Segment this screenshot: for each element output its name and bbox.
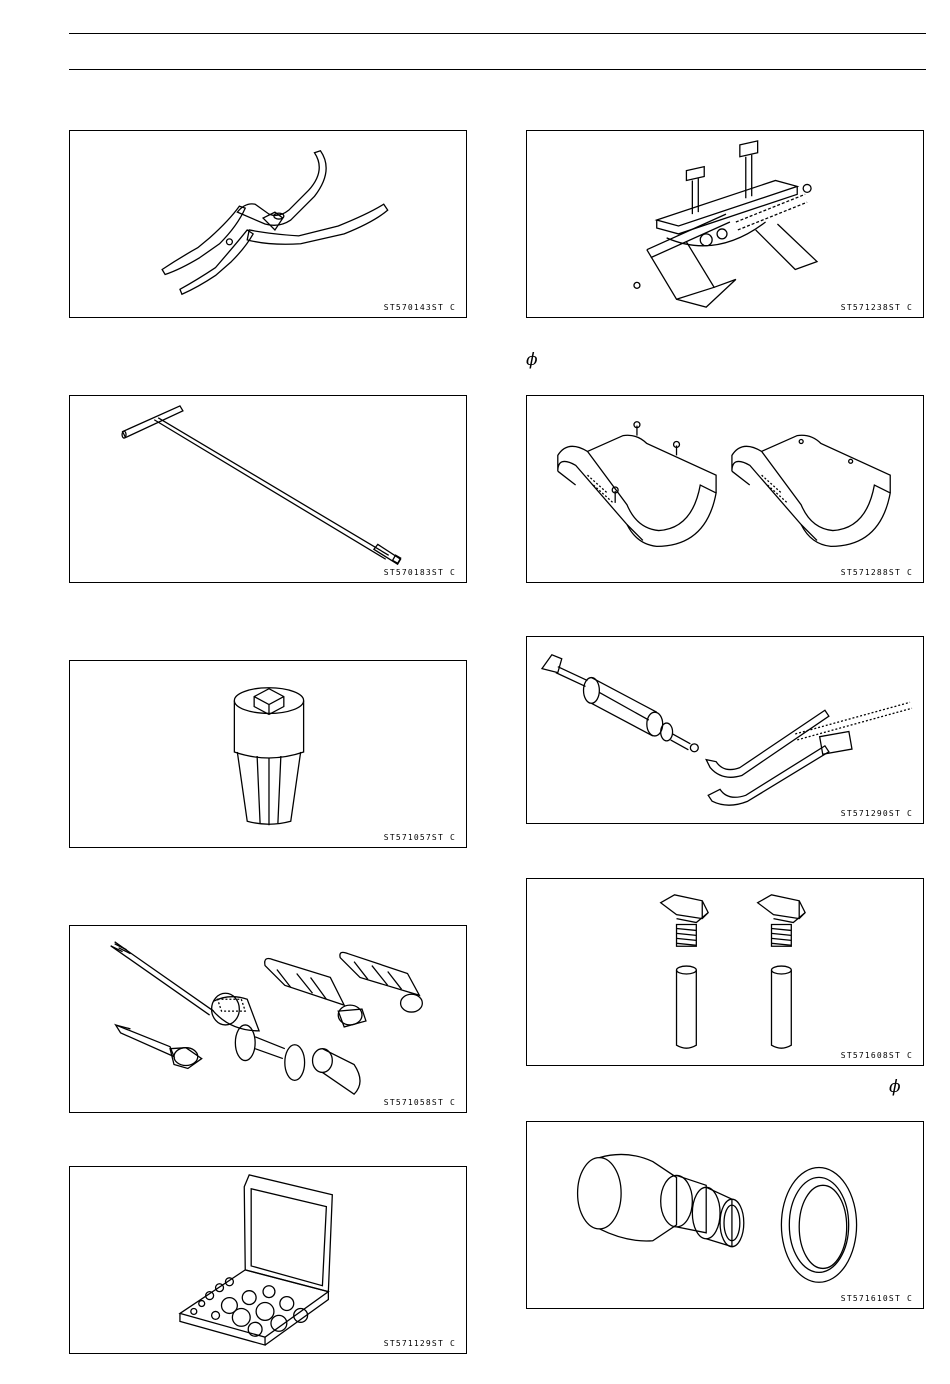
tool-panel-slide-hammer-puller-set bbox=[69, 925, 467, 1113]
part-code: ST571238ST C bbox=[840, 303, 913, 312]
tapered-socket-tool-icon bbox=[70, 661, 466, 847]
bearing-driver-set-case-icon bbox=[70, 1167, 466, 1353]
hook-bolts-and-spacers-icon bbox=[527, 879, 923, 1065]
part-code: ST571610ST C bbox=[840, 1294, 913, 1303]
tool-panel-hook-bolts-and-spacers bbox=[526, 878, 924, 1066]
part-code: ST571057ST C bbox=[383, 833, 456, 842]
part-code: ST571608ST C bbox=[840, 1051, 913, 1060]
bearing-holder-halves-icon bbox=[527, 396, 923, 582]
part-code: ST571288ST C bbox=[840, 568, 913, 577]
part-code: ST571290ST C bbox=[840, 809, 913, 818]
part-code: ST570183ST C bbox=[383, 568, 456, 577]
tool-panel-bearing-holder-halves bbox=[526, 395, 924, 583]
tool-panel-engine-jack-stand bbox=[526, 130, 924, 318]
part-code: ST570143ST C bbox=[383, 303, 456, 312]
tool-panel-syringe-gauge-tool bbox=[526, 636, 924, 824]
slide-hammer-puller-set-icon bbox=[70, 926, 466, 1112]
header-rule-bottom bbox=[69, 69, 926, 70]
tool-panel-driver-and-ring bbox=[526, 1121, 924, 1309]
header-rule-top bbox=[69, 33, 926, 34]
phi-symbol: ϕ bbox=[889, 1077, 901, 1097]
driver-and-ring-icon bbox=[527, 1122, 923, 1308]
tool-panel-bearing-driver-set-case bbox=[69, 1166, 467, 1354]
tool-panel-tapered-socket-tool bbox=[69, 660, 467, 848]
t-handle-rod-icon bbox=[70, 396, 466, 582]
engine-jack-stand-icon bbox=[527, 131, 923, 317]
tool-panel-snap-ring-pliers bbox=[69, 130, 467, 318]
snap-ring-pliers-icon bbox=[70, 131, 466, 317]
part-code: ST571129ST C bbox=[383, 1339, 456, 1348]
part-code: ST571058ST C bbox=[383, 1098, 456, 1107]
phi-symbol: ϕ bbox=[526, 350, 538, 370]
syringe-gauge-tool-icon bbox=[527, 637, 923, 823]
tool-panel-t-handle-rod bbox=[69, 395, 467, 583]
